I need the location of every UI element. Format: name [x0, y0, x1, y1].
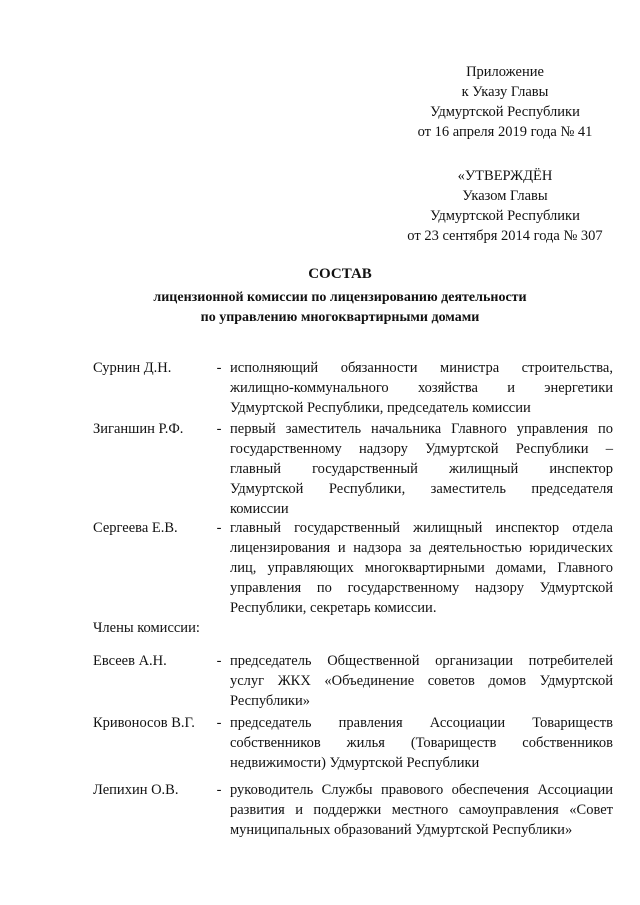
role-line: председатель правления Ассоциации Товариществ	[230, 715, 613, 731]
role-line: государственному надзору Удмуртской Республики –	[230, 441, 613, 457]
role-line: главный государственный жилищный инспектор	[230, 461, 613, 477]
appendix-header	[395, 62, 615, 142]
role-line: Удмуртской Республики, заместитель председателя	[230, 481, 613, 497]
approved-line: от 23 сентября 2014 года № 307	[407, 228, 603, 244]
role-line: первый заместитель начальника Главного управления по	[230, 421, 613, 437]
role-line: Республики, секретарь комиссии.	[230, 600, 437, 616]
document-title: СОСТАВ	[308, 266, 372, 282]
member-role	[230, 358, 613, 418]
appendix-line: к Указу Главы	[461, 84, 549, 100]
subtitle-line: лицензионной комиссии по лицензированию деятельности	[153, 290, 527, 305]
dash-separator: -	[216, 360, 222, 376]
document-subtitle	[60, 288, 620, 328]
dash-separator: -	[216, 421, 222, 437]
role-line: жилищно-коммунального хозяйства и энергетики	[230, 380, 613, 396]
appendix-line: Удмуртской Республики	[430, 104, 580, 120]
approved-stamp	[390, 166, 620, 246]
subtitle-line: по управлению многоквартирными домами	[200, 310, 480, 325]
role-line: собственников жилья (Товариществ собственников	[230, 735, 613, 751]
member-role	[230, 651, 613, 711]
member-name: Лепихин О.В.	[93, 782, 179, 798]
member-name: Сергеева Е.В.	[93, 520, 178, 536]
role-line: комиссии	[230, 501, 289, 517]
approved-line: «УТВЕРЖДЁН	[457, 168, 553, 184]
member-name: Кривоносов В.Г.	[93, 715, 195, 731]
member-name: Зиганшин Р.Ф.	[93, 421, 184, 437]
member-role	[230, 780, 613, 840]
members-heading: Члены комиссии:	[93, 620, 200, 636]
role-line: лиц, управляющих многоквартирными домами, Главного	[230, 560, 613, 576]
role-line: развития и поддержки местного самоуправления «Совет	[230, 802, 613, 818]
member-name: Сурнин Д.Н.	[93, 360, 172, 376]
appendix-line: Приложение	[466, 64, 544, 80]
member-role	[230, 713, 613, 773]
dash-separator: -	[216, 715, 222, 731]
role-line: управления по государственному надзору Удмуртской	[230, 580, 613, 596]
role-line: муниципальных образований Удмуртской Республики»	[230, 822, 573, 838]
approved-line: Указом Главы	[462, 188, 548, 204]
role-line: главный государственный жилищный инспектор отдела	[230, 520, 613, 536]
role-line: недвижимости) Удмуртской Республики	[230, 755, 480, 771]
member-role	[230, 518, 613, 618]
dash-separator: -	[216, 520, 222, 536]
dash-separator: -	[216, 782, 222, 798]
role-line: исполняющий обязанности министра строительства,	[230, 360, 613, 376]
role-line: руководитель Службы правового обеспечения Ассоциации	[230, 782, 613, 798]
approved-line: Удмуртской Республики	[430, 208, 580, 224]
role-line: Удмуртской Республики, председатель комиссии	[230, 400, 531, 416]
role-line: лицензирования и надзора за деятельностью юридических	[230, 540, 613, 556]
dash-separator: -	[216, 653, 222, 669]
member-name: Евсеев А.Н.	[93, 653, 167, 669]
appendix-line: от 16 апреля 2019 года № 41	[417, 124, 593, 140]
role-line: Республики»	[230, 693, 310, 709]
member-role	[230, 419, 613, 519]
role-line: председатель Общественной организации потребителей	[230, 653, 613, 669]
role-line: услуг ЖКХ «Объединение советов домов Удмуртской	[230, 673, 613, 689]
